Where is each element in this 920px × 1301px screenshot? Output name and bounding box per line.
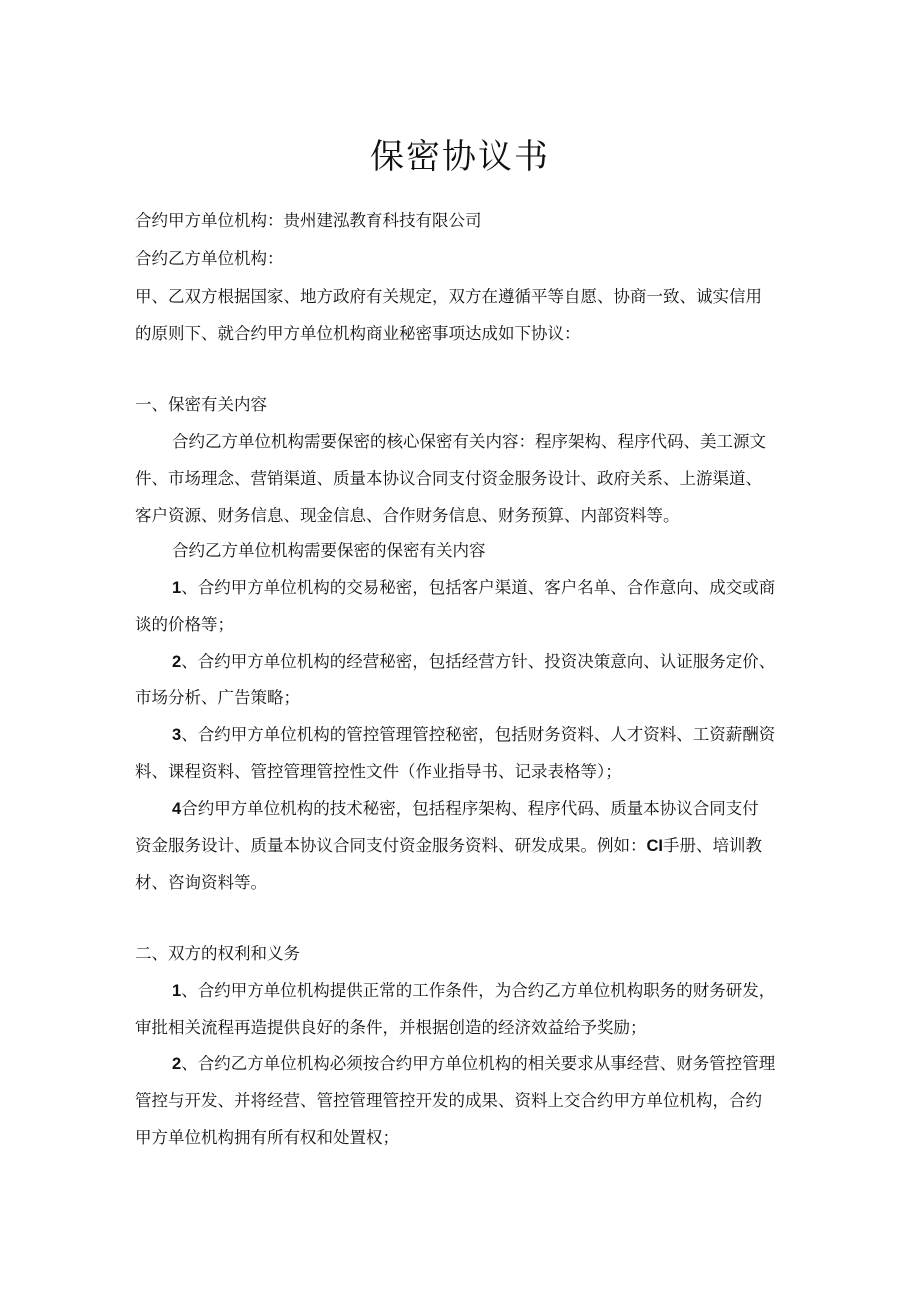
section1-item-3-line-2: 料、课程资料、管控管理管控性文件（作业指导书、记录表格等）； [135,762,622,781]
section1-para1-line-2: 件、市场理念、营销渠道、质量本协议合同支付资金服务设计、政府关系、上游渠道、 [135,469,762,488]
item-text: 、合约乙方单位机构必须按合约甲方单位机构的相关要求从事经营、财务管控管理 [181,1054,776,1073]
section1-item-1-line-1 [172,576,775,600]
section1-para2: 合约乙方单位机构需要保密的保密有关内容 [172,541,486,560]
item-text: 、合约甲方单位机构的管控管理管控秘密，包括财务资料、人才资料、工资薪酬资 [181,725,776,744]
item-text: 手册、培训教 [663,836,762,855]
section2-item-2-line-3: 甲方单位机构拥有所有权和处置权； [135,1128,399,1147]
section1-item-2-line-2: 市场分析、广告策略； [135,688,300,707]
preamble-line-2: 的原则下、就合约甲方单位机构商业秘密事项达成如下协议： [135,324,581,343]
section2-item-1-line-2: 审批相关流程再造提供良好的条件，并根据创造的经济效益给予奖励； [135,1018,647,1037]
section1-item-3-line-1 [172,723,775,747]
section1-item-4-line-3: 材、咨询资料等。 [135,873,267,892]
document-title: 保密协议书 [370,137,550,177]
item-text: 合约甲方单位机构的技术秘密，包括程序架构、程序代码、质量本协议合同支付 [181,799,759,818]
section1-item-4-line-1 [172,797,759,821]
party-b-line: 合约乙方单位机构： [135,249,284,268]
item-number: 1 [172,579,182,597]
party-a-line: 合约甲方单位机构：贵州建泓教育科技有限公司 [135,211,482,230]
ci-abbrev: CI [646,837,663,855]
section1-item-2-line-1 [172,650,775,674]
preamble-line-1: 甲、乙双方根据国家、地方政府有关规定，双方在遵循平等自愿、协商一致、诚实信用 [135,287,762,306]
item-number: 4 [172,800,182,818]
item-number: 2 [172,653,182,671]
section1-heading: 一、保密有关内容 [135,395,267,414]
section1-item-4-line-2 [135,834,762,858]
item-number: 3 [172,726,182,744]
section2-item-2-line-1 [172,1052,775,1076]
item-text: 资金服务设计、质量本协议合同支付资金服务资料、研发成果。例如： [135,836,647,855]
item-text: 、合约甲方单位机构的交易秘密，包括客户渠道、客户名单、合作意向、成交或商 [181,578,776,597]
section2-item-2-line-2: 管控与开发、并将经营、管控管理管控开发的成果、资料上交合约甲方单位机构，合约 [135,1091,762,1110]
section1-item-1-line-2: 谈的价格等； [135,615,234,634]
item-text: 、合约甲方单位机构提供正常的工作条件，为合约乙方单位机构职务的财务研发， [181,981,776,1000]
section2-item-1-line-1 [172,979,775,1003]
item-text: 、合约甲方单位机构的经营秘密，包括经营方针、投资决策意向、认证服务定价、 [181,652,776,671]
item-number: 1 [172,982,182,1000]
item-number: 2 [172,1055,182,1073]
section1-para1-line-1: 合约乙方单位机构需要保密的核心保密有关内容：程序架构、程序代码、美工源文 [172,432,766,451]
section1-para1-line-3: 客户资源、财务信息、现金信息、合作财务信息、财务预算、内部资料等。 [135,506,680,525]
section2-heading: 二、双方的权利和义务 [135,944,300,963]
